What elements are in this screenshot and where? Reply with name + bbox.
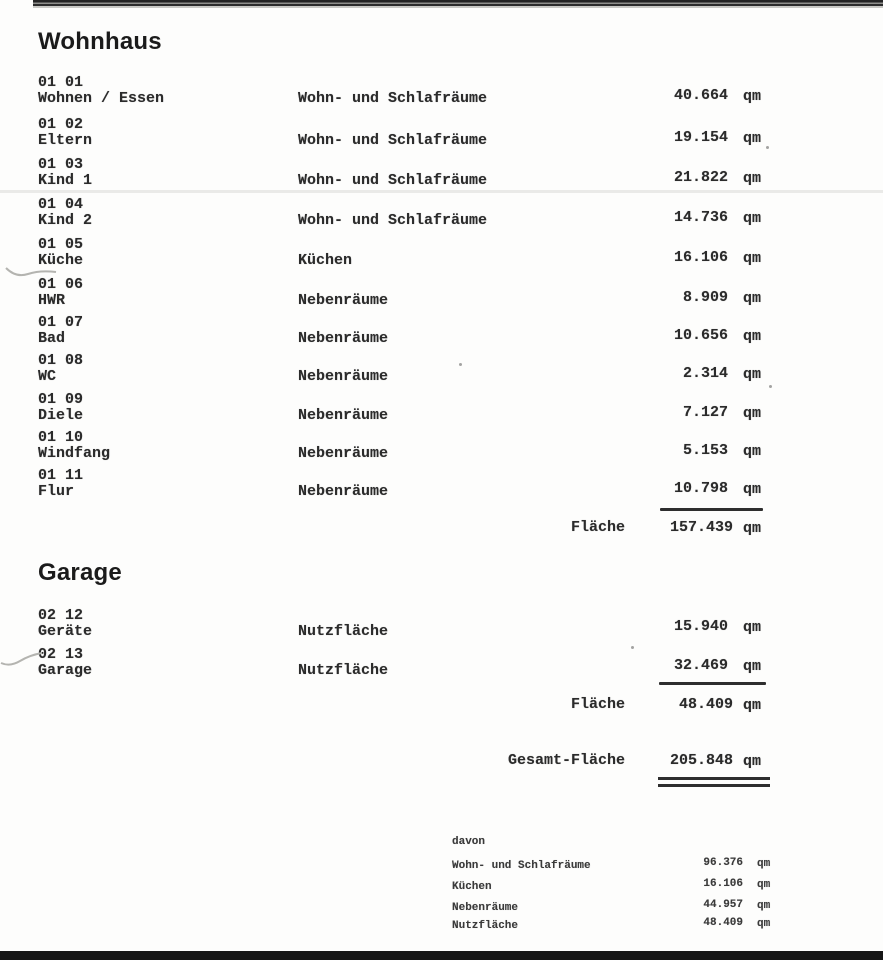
- subtotal-rule: [659, 682, 766, 685]
- scan-speck: [459, 363, 462, 366]
- subtotal-value: 157.439: [669, 519, 733, 536]
- grand-total-value: 205.848: [669, 752, 733, 769]
- area-unit: qm: [743, 520, 762, 537]
- room-name: HWR: [38, 292, 66, 309]
- room-row: [0, 608, 883, 648]
- room-area-value: 40.664: [673, 87, 728, 104]
- room-row: [0, 117, 883, 157]
- breakdown-label: Nebenräume: [452, 902, 519, 914]
- subtotal-row: [0, 520, 883, 560]
- room-area-value: 21.822: [673, 169, 728, 186]
- room-area-value: 8.909: [682, 289, 728, 306]
- breakdown-label: Küchen: [452, 881, 492, 893]
- section-title-garage: Garage: [38, 559, 122, 586]
- room-name: Wohnen / Essen: [38, 90, 165, 107]
- room-area-value: 5.153: [682, 442, 728, 459]
- room-row: [0, 647, 883, 687]
- room-category: Nebenräume: [298, 292, 389, 309]
- room-code: 01 11: [38, 467, 84, 484]
- room-name: Bad: [38, 330, 66, 347]
- area-unit: qm: [743, 481, 762, 498]
- room-category: Nebenräume: [298, 445, 389, 462]
- room-code: 02 13: [38, 646, 84, 663]
- room-code: 01 06: [38, 276, 84, 293]
- subtotal-label: Fläche: [570, 696, 625, 713]
- room-row: [0, 392, 883, 432]
- area-unit: qm: [743, 130, 762, 147]
- grand-total-rule: [658, 777, 770, 787]
- room-row: [0, 430, 883, 470]
- room-area-value: 14.736: [673, 209, 728, 226]
- section-title-wohnhaus: Wohnhaus: [38, 28, 162, 55]
- room-name: Eltern: [38, 132, 93, 149]
- area-unit: qm: [743, 170, 762, 187]
- area-unit: qm: [743, 753, 762, 770]
- room-name: Garage: [38, 662, 93, 679]
- room-category: Nebenräume: [298, 407, 389, 424]
- room-area-value: 32.469: [673, 657, 728, 674]
- room-row: [0, 277, 883, 317]
- breakdown-header: davon: [452, 836, 486, 848]
- room-code: 01 02: [38, 116, 84, 133]
- breakdown-value: 44.957: [703, 899, 743, 911]
- room-code: 01 05: [38, 236, 84, 253]
- room-code: 01 09: [38, 391, 84, 408]
- area-unit: qm: [743, 366, 762, 383]
- scan-mark: [4, 260, 64, 290]
- area-unit: qm: [757, 918, 771, 930]
- room-category: Nutzfläche: [298, 623, 389, 640]
- room-code: 02 12: [38, 607, 84, 624]
- scan-mark: [0, 645, 55, 673]
- room-name: Geräte: [38, 623, 93, 640]
- breakdown-value: 96.376: [703, 857, 743, 869]
- area-unit: qm: [743, 697, 762, 714]
- area-unit: qm: [743, 210, 762, 227]
- room-category: Küchen: [298, 252, 353, 269]
- room-row: [0, 197, 883, 237]
- subtotal-row: [0, 697, 883, 737]
- area-unit: qm: [743, 290, 762, 307]
- subtotal-value: 48.409: [678, 696, 733, 713]
- room-area-value: 2.314: [682, 365, 728, 382]
- room-name: Kind 1: [38, 172, 93, 189]
- room-code: 01 04: [38, 196, 84, 213]
- area-unit: qm: [743, 658, 762, 675]
- room-category: Nebenräume: [298, 483, 389, 500]
- room-name: Kind 2: [38, 212, 93, 229]
- scan-speck: [769, 385, 772, 388]
- room-code: 01 07: [38, 314, 84, 331]
- room-area-value: 16.106: [673, 249, 728, 266]
- grand-total-label: Gesamt-Fläche: [507, 752, 625, 769]
- room-category: Wohn- und Schlafräume: [298, 172, 488, 189]
- room-name: Diele: [38, 407, 84, 424]
- room-area-value: 10.656: [673, 327, 728, 344]
- room-category: Nutzfläche: [298, 662, 389, 679]
- room-code: 01 10: [38, 429, 84, 446]
- area-unit: qm: [743, 619, 762, 636]
- area-unit: qm: [757, 879, 771, 891]
- room-name: Windfang: [38, 445, 111, 462]
- breakdown-value: 48.409: [703, 917, 743, 929]
- grand-total-row: [0, 753, 883, 793]
- room-code: 01 03: [38, 156, 84, 173]
- room-name: WC: [38, 368, 57, 385]
- scan-speck: [766, 146, 769, 149]
- page-bottom-rule: [0, 951, 883, 960]
- room-name: Flur: [38, 483, 75, 500]
- subtotal-label: Fläche: [570, 519, 625, 536]
- area-unit: qm: [757, 900, 771, 912]
- room-category: Wohn- und Schlafräume: [298, 212, 488, 229]
- room-row: [0, 75, 883, 115]
- breakdown-label: Nutzfläche: [452, 920, 519, 932]
- room-code: 01 08: [38, 352, 84, 369]
- room-name: Küche: [38, 252, 84, 269]
- breakdown-label: Wohn- und Schlafräume: [452, 860, 591, 872]
- area-unit: qm: [743, 443, 762, 460]
- room-area-value: 15.940: [673, 618, 728, 635]
- area-unit: qm: [743, 328, 762, 345]
- subtotal-rule: [660, 508, 763, 511]
- room-category: Wohn- und Schlafräume: [298, 132, 488, 149]
- room-category: Nebenräume: [298, 368, 389, 385]
- room-category: Nebenräume: [298, 330, 389, 347]
- room-area-value: 7.127: [682, 404, 728, 421]
- room-row: [0, 237, 883, 277]
- page-top-rule: [33, 0, 883, 8]
- room-row: [0, 353, 883, 393]
- room-area-value: 19.154: [673, 129, 728, 146]
- room-category: Wohn- und Schlafräume: [298, 90, 488, 107]
- room-row: [0, 315, 883, 355]
- area-unit: qm: [743, 405, 762, 422]
- room-code: 01 01: [38, 74, 84, 91]
- room-area-value: 10.798: [673, 480, 728, 497]
- breakdown-value: 16.106: [703, 878, 743, 890]
- scan-speck: [631, 646, 634, 649]
- room-row: [0, 468, 883, 508]
- area-unit: qm: [743, 88, 762, 105]
- area-unit: qm: [743, 250, 762, 267]
- room-row: [0, 157, 883, 197]
- area-unit: qm: [757, 858, 771, 870]
